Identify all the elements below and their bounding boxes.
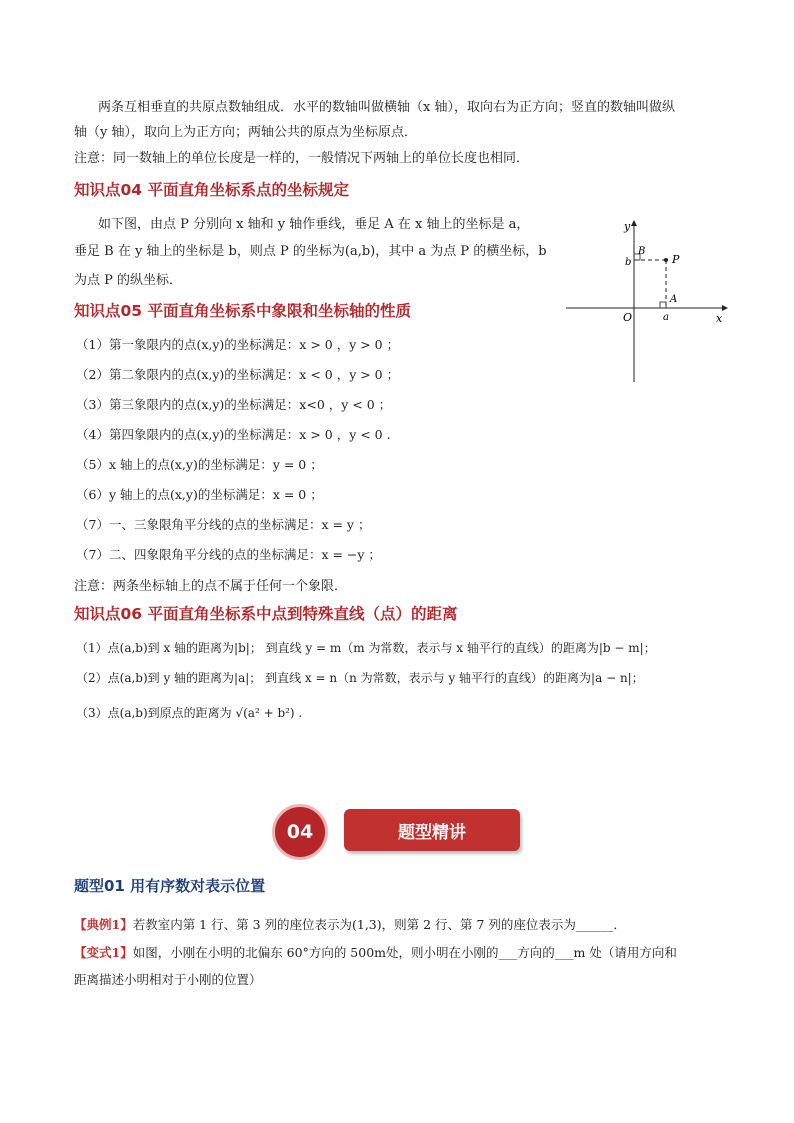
variant-1-text: 如图，小刚在小明的北偏东 60°方向的 500m处，则小明在小刚的___方向的___m 处（请用方向和 — [132, 945, 677, 960]
kp05-item-1: （1）第一象限内的点(x,y)的坐标满足：x > 0 ，y > 0 ； — [76, 337, 400, 352]
kp04-line-1: 如下图，由点 P 分别向 x 轴和 y 轴作垂线，垂足 A 在 x 轴上的坐标是 a， — [98, 217, 530, 232]
kp06-item-3: （3）点(a,b)到原点的距离为 √(a² + b²) . — [76, 706, 303, 720]
intro-line-2: 轴（y 轴），取向上为正方向；两轴公共的原点为坐标原点． — [74, 125, 417, 140]
point-p-label: P — [672, 253, 680, 266]
point-p — [664, 258, 668, 262]
variant-1-line-2: 距离描述小明相对于小刚的位置） — [74, 972, 262, 987]
kp04-line-3: 为点 P 的纵坐标． — [74, 273, 183, 288]
kp04-line-2: 垂足 B 在 y 轴上的坐标是 b，则点 P 的坐标为(a,b)，其中 a 为点 P 的横坐标，b — [74, 244, 547, 259]
kp06-item-2: （2）点(a,b)到 y 轴的距离为|a|； 到直线 x = n（n 为常数，表示与 y 轴平行的直线）的距离为|a − n|； — [76, 671, 644, 685]
kp05-item-8: （7）二、四象限角平分线的点的坐标满足：x = −y ； — [76, 547, 381, 562]
variant-1 — [74, 943, 677, 961]
origin-label: O — [623, 311, 633, 324]
kp05-item-7: （7）一、三象限角平分线的点的坐标满足：x = y ； — [76, 517, 371, 532]
intro-line-1: 两条互相垂直的共原点数轴组成．水平的数轴叫做横轴（x 轴），取向右为正方向；竖直的数轴叫做纵 — [98, 100, 675, 115]
point-b-label: B — [638, 246, 646, 257]
kp05-item-2: （2）第二象限内的点(x,y)的坐标满足：x < 0 ，y > 0 ； — [76, 367, 400, 382]
intro-note: 注意：同一数轴上的单位长度是一样的，一般情况下两轴上的单位长度也相同． — [74, 151, 530, 166]
kp05-item-5: （5）x 轴上的点(x,y)的坐标满足：y = 0 ； — [76, 457, 323, 472]
y-label: y — [624, 220, 631, 233]
kp05-item-3: （3）第三象限内的点(x,y)的坐标满足：x<0 ，y < 0 ； — [76, 397, 392, 412]
kp04-heading: 知识点04 平面直角坐标系点的坐标规定 — [74, 181, 349, 199]
type01-heading: 题型01 用有序数对表示位置 — [74, 877, 266, 895]
y-axis-arrow-icon — [631, 220, 637, 226]
point-a-label: A — [670, 294, 678, 305]
kp06-heading: 知识点06 平面直角坐标系中点到特殊直线（点）的距离 — [74, 605, 458, 623]
x-axis-arrow-icon — [722, 305, 728, 311]
coordinate-figure — [562, 214, 732, 386]
variant-1-tag: 【变式1】 — [74, 945, 133, 960]
kp05-item-6: （6）y 轴上的点(x,y)的坐标满足：x = 0 ； — [76, 487, 323, 502]
kp05-item-4: （4）第四象限内的点(x,y)的坐标满足：x > 0 ，y < 0 . — [76, 427, 391, 442]
x-label: x — [716, 312, 723, 325]
kp06-item-1: （1）点(a,b)到 x 轴的距离为|b|； 到直线 y = m（m 为常数，表示与 x 轴平行的直线）的距离为|b − m|； — [76, 641, 656, 655]
example-1 — [74, 915, 626, 933]
b-label: b — [625, 257, 632, 268]
a-label: a — [663, 312, 669, 323]
kp05-heading: 知识点05 平面直角坐标系中象限和坐标轴的性质 — [74, 302, 411, 320]
right-angle-mark-a — [660, 302, 666, 308]
section-banner — [272, 804, 522, 860]
section-number-badge: 04 — [272, 804, 328, 860]
kp05-note: 注意：两条坐标轴上的点不属于任何一个象限． — [74, 579, 348, 594]
section-title-pill: 题型精讲 — [344, 809, 520, 851]
example-1-tag: 【典例1】 — [74, 917, 133, 932]
example-1-text: 若教室内第 1 行、第 3 列的座位表示为(1,3)，则第 2 行、第 7 列的座位表示为______． — [132, 917, 626, 932]
